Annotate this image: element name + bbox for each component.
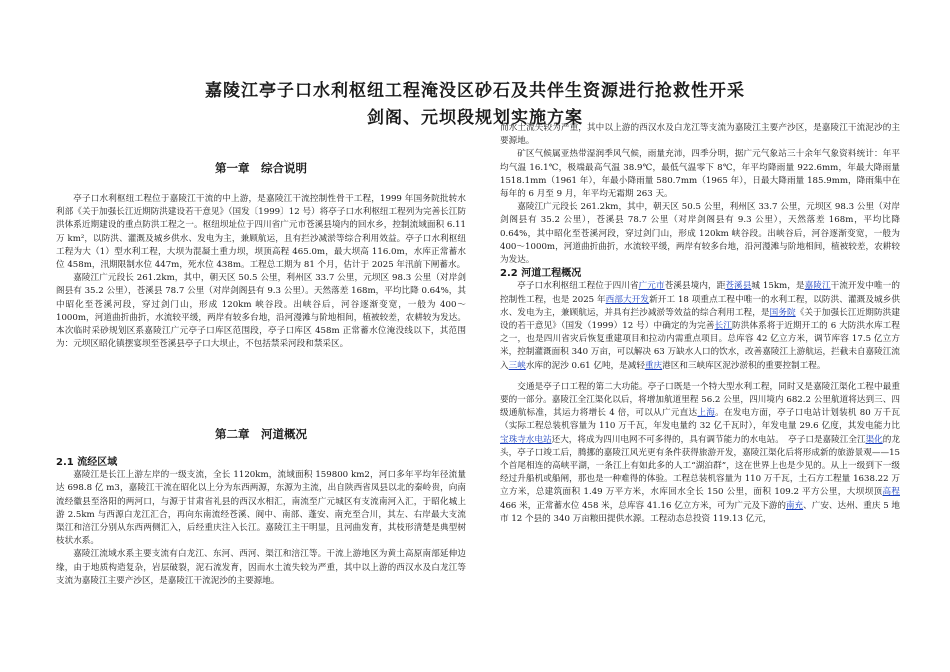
link-canalization[interactable]: 渠化	[865, 434, 883, 445]
transport-paragraph	[500, 381, 900, 526]
link-chongqing[interactable]: 重庆	[644, 360, 663, 371]
section-2-1-heading: 2.1 流经区域	[56, 457, 118, 468]
chapter2-body-right	[500, 122, 900, 526]
project-overview-paragraph	[500, 280, 900, 372]
document-title-line1: 嘉陵江亭子口水利枢纽工程淹没区砂石及共伴生资源进行抢救性开采	[205, 81, 745, 101]
chapter2-paragraph-1: 嘉陵江是长江上游左岸的一级支流，全长 1120km，流域面积 159800 km2，河口多年平均年径流量达 698.8 亿 m3，嘉陵江干流在昭化以上分为东西两源，东源为主流，出自陕西省凤县以北的秦岭贵，向南流经徽县至洛阳的两河口，与源于甘肃省礼县的西汉水相汇，南流至广元城区有支流南河入汇，于昭化城上游 2.5km 与西源白龙江汇合，再向东南流经苍溪、阆中、南部、蓬安、南充至合川，其左、右岸最大支流渠江和涪江分别从东西两侧汇入，后经重庆注入长江。嘉陵江主干明显，且河曲发育，其枝形清楚是典型树枝状水系。	[56, 470, 466, 547]
text: 苍溪县境内，距	[664, 281, 726, 292]
chapter2-paragraph-2: 嘉陵江流域水系主要支流有白龙江、东河、西河、渠江和涪江等。干流上游地区为黄土高原南部延伸边缘，由于地质构造复杂，岩层破裂，泥石流发育，因而水土流失较为严重，其中以上游的西汉水及白龙江等支流为嘉陵江主要产沙区，是嘉陵江干流泥沙的主要源地。	[56, 549, 466, 586]
climate-paragraph: 矿区气候属亚热带湿润季风气候，雨量充沛，四季分明，据广元气象站三十余年气象资料统计：年平均气温 16.1℃，极端最高气温 38.9℃，最低气温零下 8℃，年平均降雨量 922.6mm，年最大降雨量 1518.1mm（1961 年），年最小降雨量 580.7mm（1965 年），日最大降雨量 185.9mm，降雨集中在每年的 6 月至 9 月，年平均无霜期 263 天。	[500, 149, 900, 200]
link-western-development[interactable]: 西部大开发	[605, 294, 650, 305]
text: 亭子口水利枢纽工程位于四川省	[517, 281, 639, 292]
text: 的龙头，亭子口竣工后，腾挪的嘉陵江风光更有条件获得旅游开发，嘉陵江渠化后将形成新的旅游景观——15 个首尾相连的高峡平湖，一条江上有如此多的人工“湖泊群”，这在世界上也是少见的。从上一级到下一级经过升船机或船闸，那也是一种难得的体验。工程总装机容量为 110 万千瓦，土石方工程量 1638.22 万立方米，总建筑面积 1.49 万平方米，水库回水全长 150 公里，面积 109.2 平方公里，大坝坝顶	[500, 434, 900, 498]
text: 防洪体系将于近期开工的 6 大防洪水库工程之一，也是四川省灾后恢复重建项目和拉动内需重点项目。总库容 42 亿立方米，调节库容 17.5 亿立方米，控制灌溉面积 340 万亩，可以解决 63 万缺水人口的饮水，改善嘉陵江上游航运，拦截未自嘉陵江流入	[500, 321, 900, 371]
climate-intro-continuation	[500, 122, 900, 148]
link-cangxi[interactable]: 苍溪县	[725, 281, 752, 292]
text: 交通是亭子口工程的第二大功能。亭子口既是一个特大型水利工程，同时又是嘉陵江渠化工程中最重要的一部分。嘉陵江全江渠化以后，将增加航道里程 56.2 公里，四川境内 682.2 公里航道将达到三、四级通航标准，其运力将增长 4 倍，可以从广元直达	[500, 381, 900, 419]
text: 城 15km，是	[751, 281, 805, 292]
river-sediment-continuation: 而水土流失较为严重，其中以上游的西汉水及白龙江等支流为嘉陵江主要产沙区，是嘉陵江干流泥沙的主要源地。	[500, 123, 900, 147]
chapter1-body	[56, 193, 466, 351]
guangyuan-section-paragraph: 嘉陵江广元段长 261.2km，其中，朝天区 50.5 公里，利州区 33.7 公里，元坝区 98.3 公里（对岸剑阁县有 35.2 公里），苍溪县 78.7 公里（对岸剑阁县有 9.3 公里），天然落差 168m，平均比降 0.64%，其中昭化至苍溪河段，穿过剑门山，形成 120km 峡谷段。出峡谷后，河谷逐渐变宽，一般为 400～1000m，河道曲折曲折，水流较平缓，两岸有较多台地，沿河漫滩与阶地相间，植被较差，农耕较为发达。	[500, 202, 900, 266]
link-shanghai[interactable]: 上海	[697, 408, 716, 419]
link-baozhusi[interactable]: 宝珠寺水电站	[500, 434, 552, 445]
link-elevation[interactable]: 高程	[882, 487, 900, 498]
section-2-2-heading: 2.2 河道工程概况	[500, 268, 582, 280]
chapter1-paragraph-1: 亭子口水利枢纽工程位于嘉陵江干流的中上游，是嘉陵江干流控制性骨干工程，1999 年国务院批转水利部《关于加强长江近期防洪建设若干意见》（国发〔1999〕12 号）将亭子口水利枢纽工程列为完善长江防洪体系近期建设的重点防洪工程之一。枢纽坝址位于四川省广元市苍溪县境内的回水乡，控制流域面积 6.11 万 km²，以防洪、灌溉及城乡供水、发电为主，兼顾航运，且有拦沙减淤等综合利用效益。亭子口水利枢纽工程为大（1）型水利工程，大坝为混凝土重力坝，坝顶高程 465.0m，最大坝高 116.0m，水库正常蓄水位 458m，汛期限制水位 447m，死水位 438m。工程总工期为 81 个月，估计于 2025 年汛前下闸蓄水。	[56, 194, 466, 271]
text: 466 米，正常蓄水位 458 米，总库容 41.16 亿立方米，可为广元及下游的	[500, 500, 786, 511]
link-guangyuan[interactable]: 广元市	[638, 281, 665, 292]
link-three-gorges[interactable]: 三峡	[508, 360, 526, 371]
chapter1-paragraph-2: 嘉陵江广元段长 261.2km，其中，朝天区 50.5 公里，利州区 33.7 公里，元坝区 98.3 公里（对岸剑阁县有 35.2 公里），苍溪县 78.7 公里（对岸剑阁县有 9.3 公里）。天然落差 168m，平均比降 0.64%，其中昭化至苍溪河段，穿过剑门山，形成 120km 峡谷段。出峡谷后，河谷逐渐变宽，一般为 400～1000m，河道曲折曲折，水流较平缓，两岸有较多台地，沿河漫滩与阶地相间，植被较差，农耕较为发达。本次临时采砂规划区系嘉陵江广元亭子口库区范围段，亭子口库区 458m 正常蓄水位淹没线以下，其范围为：元坝区昭化镇摆宴坝至苍溪县亭子口大坝止，不包括禁采河段和禁采区。	[56, 273, 466, 350]
link-nanchong[interactable]: 南充	[785, 500, 804, 511]
text: 、广安、达州、重庆 5 地市 12 个县的 340 万亩粮田提供水源。工程动态总投资 119.13 亿元，	[500, 500, 900, 524]
text: 还大，将成为四川电网不可多得的，具有调节能力的水电站。 亭子口是嘉陵江全江	[551, 434, 866, 445]
text: 《关于加强长江近期防洪建设的若干意见》（国发（1999）12 号）中确定的为完善	[500, 307, 900, 332]
text: 水库的泥沙 0.61 亿吨，是减轻	[525, 360, 645, 371]
text: 港区和三峡库区泥沙淤积的重要控制工程。	[662, 360, 826, 371]
text: 新开工 18 项重点工程中唯一的水利工程，以防洪、灌溉及城乡供水、发电为主，兼顾航运，并具有拦沙减淤等效益的综合利用工程，是	[500, 294, 900, 318]
link-state-council[interactable]: 国务院	[769, 307, 796, 318]
chapter2-heading: 第二章 河道概况	[215, 427, 307, 441]
link-changjiang[interactable]: 长江	[714, 321, 732, 332]
chapter1-heading: 第一章 综合说明	[215, 161, 307, 175]
text: 。在发电方面，亭子口电站计划装机 80 万千瓦（实际工程总装机容量为 110 万千瓦，年发电量约 32 亿千瓦时），年发电量 29.6 亿度，其发电能力比	[500, 408, 900, 432]
document-title-line2: 剑阁、元坝段规划实施方案	[367, 108, 583, 128]
link-jialingjiang[interactable]: 嘉陵江	[804, 281, 831, 292]
text: 干流开发中唯一的控制性工程，也是 2025 年	[500, 281, 900, 305]
chapter2-body-left	[56, 456, 466, 588]
